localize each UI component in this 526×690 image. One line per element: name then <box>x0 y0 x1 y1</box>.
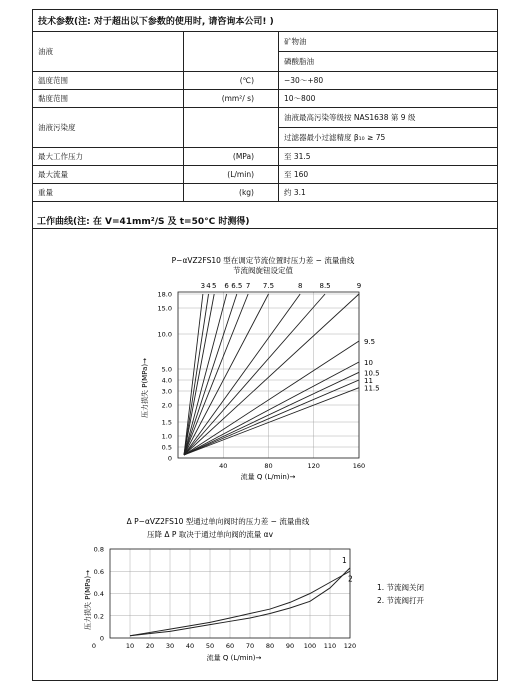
series-line <box>184 380 359 455</box>
y-tick-label: 1.5 <box>161 418 172 427</box>
x-tick-label: 160 <box>352 462 366 470</box>
spec-name: 最大工作压力 <box>33 148 184 166</box>
y-tick-label: 5.0 <box>161 365 172 374</box>
series-label: 9.5 <box>364 338 376 346</box>
x-axis-label: 流量 Q (L/min)→ <box>206 654 262 662</box>
spec-value-line: 过滤器最小过滤精度 β₁₀ ≥ 75 <box>284 133 386 142</box>
y-axis-label: 压力损失 P(MPa)→ <box>84 569 92 631</box>
series-label: 5 <box>211 282 217 290</box>
spec-value: −30～+80 <box>279 72 498 90</box>
y-axis-label: 压力损失 P(MPa)→ <box>141 357 149 419</box>
x-tick-label: 50 <box>205 642 215 650</box>
x-tick-label: 70 <box>245 642 255 650</box>
chart-subtitle: 节流阀旋钮设定值 <box>233 266 293 275</box>
x-tick-label: 40 <box>185 642 195 650</box>
x-tick-label: 30 <box>165 642 175 650</box>
series-line <box>184 372 359 455</box>
series-label: 9 <box>356 282 362 290</box>
x-tick-label: 80 <box>265 642 275 650</box>
y-tick-label: 1.0 <box>161 432 172 441</box>
y-tick-label: 10.0 <box>157 330 172 339</box>
x-tick-label: 80 <box>264 462 273 470</box>
x-tick-label: 10 <box>125 642 135 650</box>
spec-header: 技术参数(注: 对于超出以下参数的使用时, 请咨询本公司! ) <box>33 10 498 32</box>
series-line <box>130 568 350 636</box>
x-tick-label: 110 <box>323 642 337 650</box>
y-tick-label: 2.0 <box>161 401 172 410</box>
series-label: 8.5 <box>319 282 331 290</box>
y-tick-label: 0.6 <box>93 567 104 576</box>
x-tick-label: 120 <box>343 642 357 650</box>
y-tick-label: 15.0 <box>157 304 172 313</box>
series-label: 7 <box>245 282 251 290</box>
spec-unit: (L/min) <box>184 166 279 184</box>
y-tick-label: 3.0 <box>161 387 172 396</box>
y-tick-label: 0 <box>99 634 104 643</box>
series-line <box>130 571 350 636</box>
series-label: 6 <box>224 282 229 290</box>
x-axis-label: 流量 Q (L/min)→ <box>240 473 296 481</box>
check-valve-chart <box>83 516 425 662</box>
working-curve-title: 工作曲线(注: 在 V=41mm²/S 及 t=50°C 时测得) <box>37 217 250 227</box>
spec-value-line: 磷酸脂油 <box>284 57 314 66</box>
y-tick-label: 4.0 <box>161 376 172 385</box>
series-label: 11 <box>364 377 373 385</box>
spec-value-line: 油液最高污染等级按 NAS1638 第 9 级 <box>279 108 497 128</box>
x-tick-label: 60 <box>225 642 235 650</box>
spec-name: 重量 <box>33 184 184 202</box>
spec-unit: (℃) <box>184 72 279 90</box>
legend-entry: 2. 节流阀打开 <box>377 596 425 605</box>
spec-name: 油液污染度 <box>33 108 184 148</box>
spec-name: 最大流量 <box>33 166 184 184</box>
series-label: 1 <box>342 555 347 565</box>
y-tick-label: 0.8 <box>93 545 104 554</box>
x-tick-label: 100 <box>303 642 317 650</box>
series-label: 8 <box>297 282 303 290</box>
y-tick-label: 0.2 <box>93 612 104 621</box>
series-label: 10.5 <box>364 369 380 378</box>
spec-unit: (kg) <box>184 184 279 202</box>
spec-value: 约 3.1 <box>279 184 498 202</box>
spec-value: 至 160 <box>279 166 498 184</box>
spec-value: 至 31.5 <box>279 148 498 166</box>
series-label: 11.5 <box>364 384 380 393</box>
spec-value: 10～800 <box>279 90 498 108</box>
chart-title: P−αVZ2FS10 型在调定节流位置时压力差 − 流量曲线 <box>171 256 355 265</box>
series-label: 2 <box>348 574 353 584</box>
y-tick-label: 0 <box>167 454 172 463</box>
y-tick-label: 0.5 <box>161 443 172 452</box>
y-tick-label: 0.4 <box>93 590 104 598</box>
chart-title: Δ P−αVZ2FS10 型通过单向阀时的压力差 − 流量曲线 <box>126 517 310 526</box>
x-tick-label: 20 <box>145 642 155 650</box>
chart-subtitle: 压降 Δ P 取决于通过单向阀的流量 αv <box>146 530 274 539</box>
spec-unit: (MPa) <box>184 148 279 166</box>
series-label: 3 <box>200 282 206 290</box>
spec-unit: (mm²/ s) <box>184 90 279 108</box>
spec-name: 油液 <box>33 32 184 72</box>
spec-name: 温度范围 <box>33 72 184 90</box>
series-line <box>184 294 300 455</box>
x-tick-label: 40 <box>219 462 228 470</box>
x-tick-label: 0 <box>91 642 97 650</box>
legend-entry: 1. 节流阀关闭 <box>377 583 425 592</box>
series-label: 4 <box>206 282 211 290</box>
pressure-flow-chart <box>140 255 380 481</box>
spec-value-line: 矿物油 <box>279 32 497 52</box>
series-label: 6.5 <box>231 282 243 290</box>
y-tick-label: 18.0 <box>157 290 172 299</box>
series-label: 10 <box>364 359 373 367</box>
spec-name: 黏度范围 <box>33 90 184 108</box>
x-tick-label: 120 <box>307 462 320 470</box>
series-label: 7.5 <box>262 282 275 290</box>
x-tick-label: 90 <box>285 642 295 650</box>
